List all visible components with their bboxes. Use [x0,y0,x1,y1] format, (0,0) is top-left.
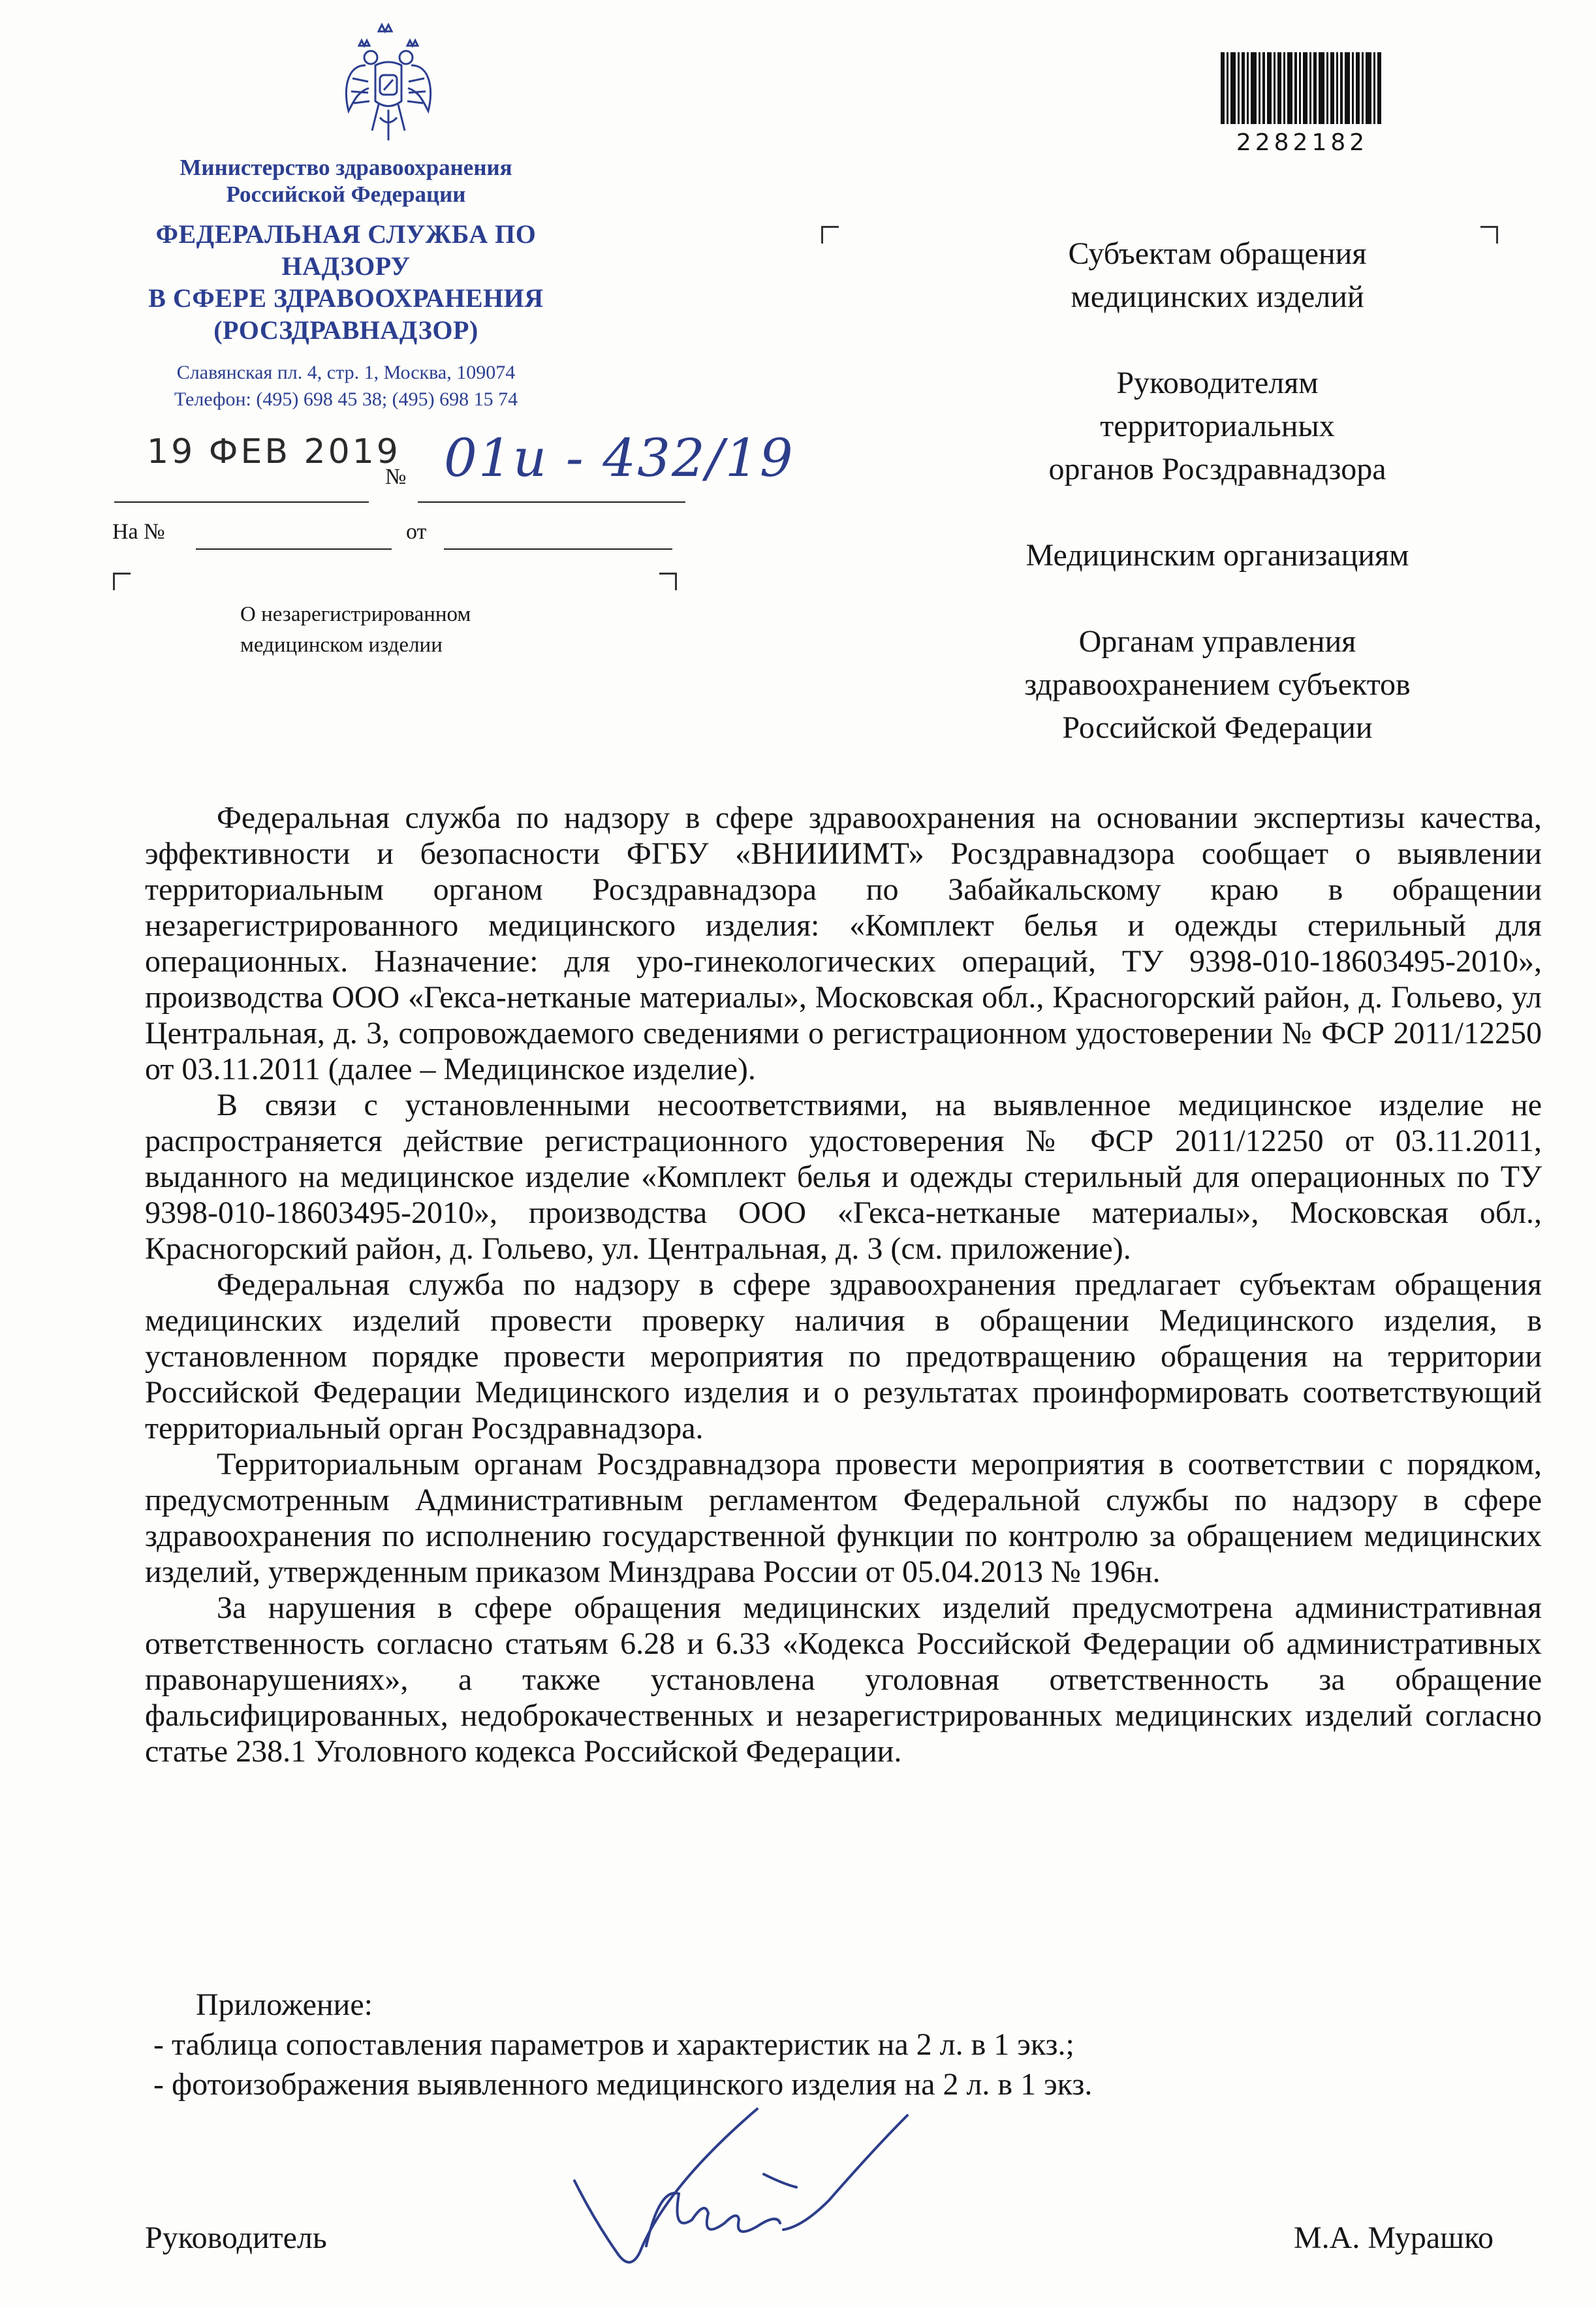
address-line: Славянская пл. 4, стр. 1, Москва, 109074 [176,362,516,383]
subject-bracket-right [659,573,677,590]
ministry-line-2: Российской Федерации [226,182,466,207]
body-paragraph: В связи с установленными несоответствиями, на выявленное медицинское изделие не распространяется действие регистрационного удостоверения № ФСР 2011/12250 от 03.11.2011, выданного на медицинское изделие «Комплект белья и одежды стерильный для операционных по ТУ 9398-010-18603495-2010», производства ООО «Гекса-нетканые материалы», Московская обл., Красногорский район, д. Гольево, ул. Центральная, д. 3 (см. приложение). [145,1088,1542,1266]
addressee-line: Руководителям [1116,366,1319,400]
body-paragraph: Территориальным органам Росздравнадзора провести мероприятия в соответствии с порядком, предусмотренным Административным регламентом Федеральной службы по надзору в сфере здравоохранения по исполнению государственной функции по контролю за обращением медицинских изделий, утвержденным приказом Минздрава России от 05.04.2013 № 196н. [145,1447,1542,1589]
attachments-title: Приложение: [196,1987,373,2022]
service-line-2: В СФЕРЕ ЗДРАВООХРАНЕНИЯ [148,283,544,313]
barcode [1221,52,1384,124]
barcode-number: 2282182 [1236,129,1369,156]
addressee-medical-device-subjects [927,232,1508,319]
body-paragraph: За нарушения в сфере обращения медицинских изделий предусмотрена административная ответственность согласно статьям 6.28 и 6.33 «Кодекса Российской Федерации об административных правонарушениях», а также установлена уголовная ответственность за обращение фальсифицированных, недоброкачественных и незарегистрированных медицинских изделий согласно статье 238.1 Уголовного кодекса Российской Федерации. [145,1590,1542,1769]
body-paragraph: Федеральная служба по надзору в сфере здравоохранения на основании экспертизы качества, эффективности и безопасности ФГБУ «ВНИИИМТ» Росздравнадзора сообщает о выявлении территориальным органом Росздравнадзора по Забайкальскому краю в обращении незарегистрированного медицинского изделия: «Комплект белья и одежды стерильный для операционных. Назначение: для уро-гинекологических операций, ТУ 9398-010-18603495-2010», производства ООО «Гекса-нетканые материалы», Московская обл., Красногорский район, д. Гольево, ул Центральная, д. 3, сопровождаемого сведениями о регистрационном удостоверении № ФСР 2011/12250 от 03.11.2011 (далее – Медицинское изделие). [145,800,1542,1086]
subject-line-1: О незарегистрированном [240,603,471,626]
addressee-line: органов Росздравнадзора [1048,452,1386,486]
attachments [153,1985,1093,2104]
addressee-health-authorities [927,620,1508,750]
letter-body [145,800,1542,1769]
coat-of-arms-emblem [339,20,437,150]
service-line-1: ФЕДЕРАЛЬНАЯ СЛУЖБА ПО НАДЗОРУ [155,219,537,281]
body-paragraph: Федеральная служба по надзору в сфере здравоохранения предлагает субъектам обращения медицинских изделий провести проверку наличия в обращении Медицинского изделия, в установленном порядке провести мероприятия по предотвращению обращения на территории Российской Федерации Медицинского изделия и о результатах проинформировать соответствующий территориальный орган Росздравнадзора. [145,1267,1542,1446]
addressee-line: Органам управления [1078,624,1356,659]
ministry-name [111,154,581,208]
attachment-item: - фотоизображения выявленного медицинского изделия на 2 л. в 1 экз. [153,2067,1093,2102]
phone-line: Телефон: (495) 698 45 38; (495) 698 15 74 [174,388,518,410]
reference-from-label: от [406,520,427,544]
date-stamp: 19 ФЕВ 2019 [147,432,401,471]
addressee-line: медицинских изделий [1071,279,1364,314]
signer-name: М.А. Мурашко [1294,2221,1494,2255]
addressee-line: Российской Федерации [1062,710,1373,745]
addressee-line: здравоохранением субъектов [1024,667,1411,702]
service-name [98,218,594,346]
addressee-line: Медицинским организациям [1025,538,1409,573]
number-label: № [385,465,407,489]
date-underline [114,501,369,503]
number-underline [418,501,685,503]
service-address [111,359,581,413]
reference-number-field [196,548,392,550]
addressee-line: территориальных [1100,409,1335,443]
letter-subject [240,599,471,661]
reference-date-field [444,548,672,550]
subject-bracket-left [113,573,131,590]
addressee-line: Субъектам обращения [1068,236,1367,271]
ministry-line-1: Министерство здравоохранения [180,155,512,180]
handwritten-signature [568,2089,973,2305]
addressee-territorial-heads [927,362,1508,491]
addressee-medical-organizations [927,534,1508,577]
attachment-item: - таблица сопоставления параметров и характеристик на 2 л. в 1 экз.; [153,2027,1074,2062]
service-line-3: (РОСЗДРАВНАДЗОР) [213,315,478,345]
addressee-bracket-left [821,226,839,244]
handwritten-outgoing-number: 01и - 432/19 [444,428,794,488]
signer-position: Руководитель [145,2221,327,2255]
subject-line-2: медицинском изделии [240,633,443,657]
reference-number-label: На № [112,520,165,544]
